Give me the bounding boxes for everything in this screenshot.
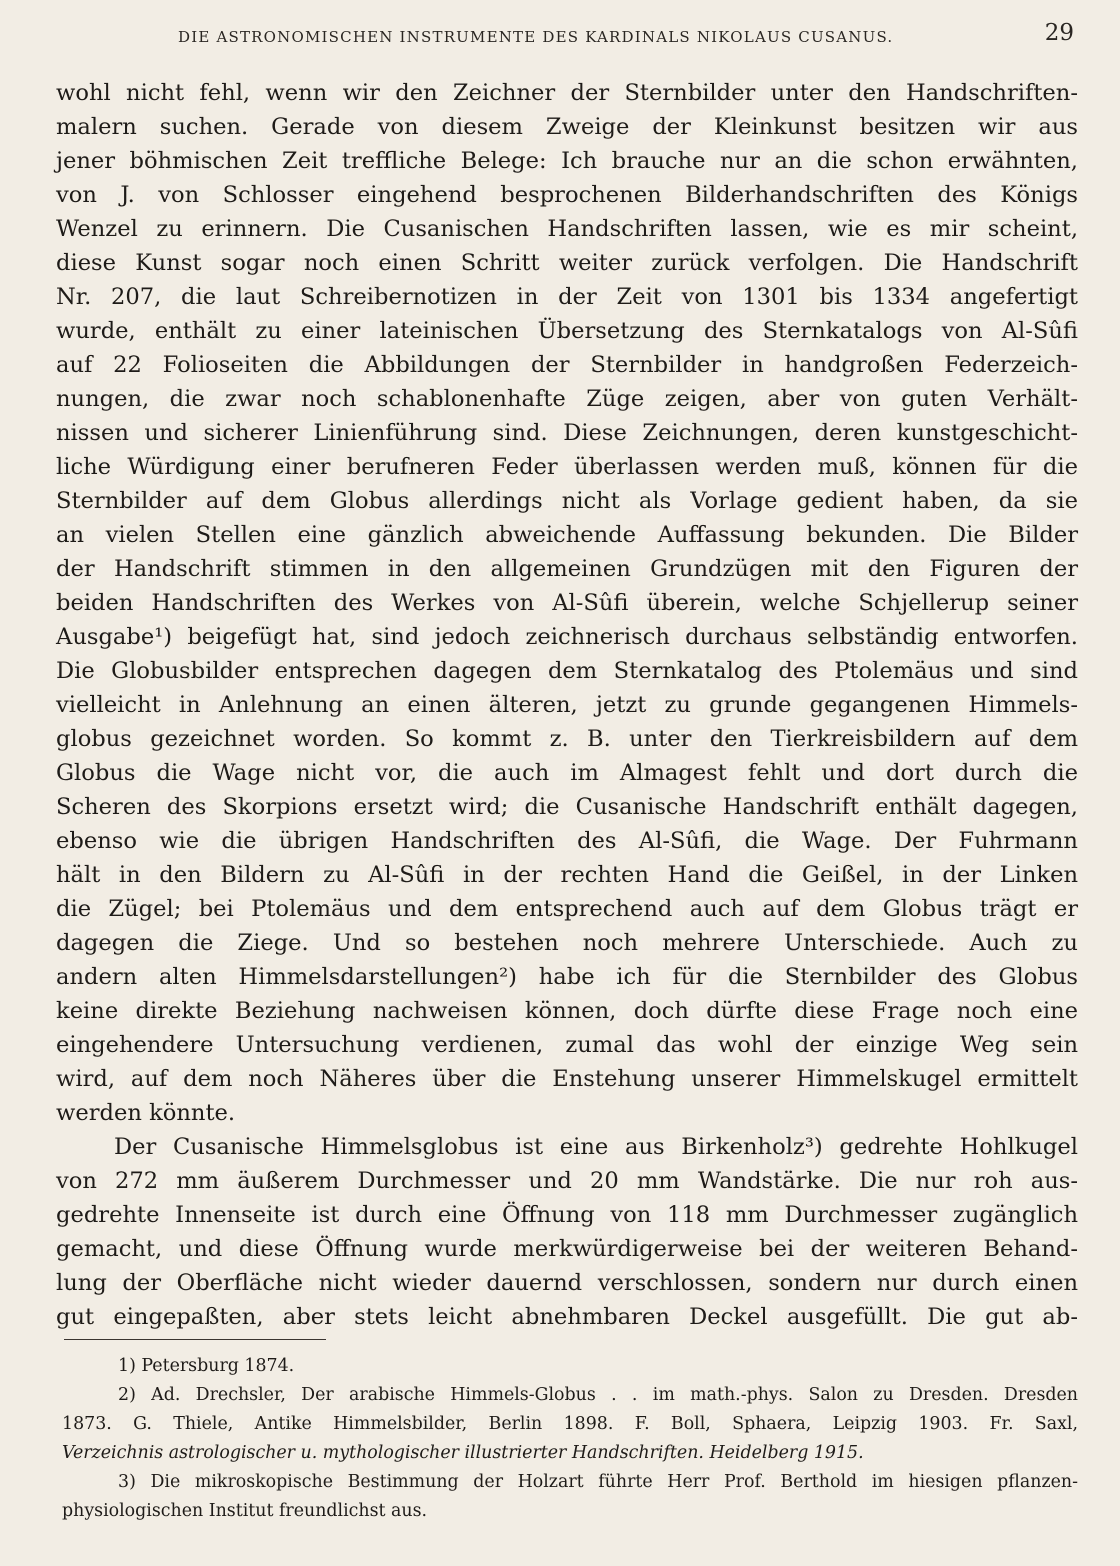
body-line: Ausgabe¹) beigefügt hat, sind jedoch zeichnerisch durchaus selbständig entworfen. <box>56 624 1078 650</box>
footnotes <box>62 1352 1078 1526</box>
body-line: Scheren des Skorpions ersetzt wird; die Cusanische Handschrift enthält dagegen, <box>56 794 1078 820</box>
body-line: gut eingepaßten, aber stets leicht abnehmbaren Deckel ausgefüllt. Die gut ab- <box>56 1304 1078 1330</box>
body-line: hält in den Bildern zu Al-Sûfi in der rechten Hand die Geißel, in der Linken <box>56 862 1078 888</box>
body-line: beiden Handschriften des Werkes von Al-Sûfi überein, welche Schjellerup seiner <box>56 590 1078 616</box>
body-line: Die Globusbilder entsprechen dagegen dem Sternkatalog des Ptolemäus und sind <box>56 658 1078 684</box>
body-line: Wenzel zu erinnern. Die Cusanischen Handschriften lassen, wie es mir scheint, <box>56 216 1078 242</box>
body-line: lung der Oberfläche nicht wieder dauernd verschlossen, sondern nur durch einen <box>56 1270 1078 1296</box>
body-line: wohl nicht fehl, wenn wir den Zeichner der Sternbilder unter den Handschriften- <box>56 80 1078 106</box>
body-line: gemacht, und diese Öffnung wurde merkwürdigerweise bei der weiteren Behand- <box>56 1236 1078 1262</box>
body-line: dagegen die Ziege. Und so bestehen noch mehrere Unterschiede. Auch zu <box>56 930 1078 956</box>
body-line: die Zügel; bei Ptolemäus und dem entsprechend auch auf dem Globus trägt er <box>56 896 1078 922</box>
body-line: Globus die Wage nicht vor, die auch im Almagest fehlt und dort durch die <box>56 760 1078 786</box>
body-line: wurde, enthält zu einer lateinischen Übersetzung des Sternkatalogs von Al-Sûfi <box>56 318 1078 344</box>
body-line: liche Würdigung einer berufneren Feder überlassen werden muß, können für die <box>56 454 1078 480</box>
footnote-1: 1) Petersburg 1874. <box>118 1356 295 1376</box>
paragraph-end-line: werden könnte. <box>56 1100 236 1126</box>
footnote-divider <box>64 1339 326 1340</box>
body-line: von 272 mm äußerem Durchmesser und 20 mm Wandstärke. Die nur roh aus- <box>56 1168 1078 1194</box>
footnote-2: 2) Ad. Drechsler, Der arabische Himmels-Globus . . im math.-phys. Salon zu Dresden. Dresden <box>118 1385 1078 1405</box>
body-line: diese Kunst sogar noch einen Schritt weiter zurück verfolgen. Die Handschrift <box>56 250 1078 276</box>
body-line: gedrehte Innenseite ist durch eine Öffnung von 118 mm Durchmesser zugänglich <box>56 1202 1078 1228</box>
body-line: jener böhmischen Zeit treffliche Belege: Ich brauche nur an die schon erwähnten, <box>56 148 1078 174</box>
body-line: andern alten Himmelsdarstellungen²) habe ich für die Sternbilder des Globus <box>56 964 1078 990</box>
page-number: 29 <box>1044 20 1074 46</box>
running-head: DIE ASTRONOMISCHEN INSTRUMENTE DES KARDINALS NIKOLAUS CUSANUS. <box>178 28 894 46</box>
footnote-3-continued: physiologischen Institut freundlichst aus. <box>62 1501 428 1521</box>
body-line: von J. von Schlosser eingehend besprochenen Bilderhandschriften des Königs <box>56 182 1078 208</box>
body-line: Nr. 207, die laut Schreibernotizen in der Zeit von 1301 bis 1334 angefertigt <box>56 284 1078 310</box>
body-line: nissen und sicherer Linienführung sind. Diese Zeichnungen, deren kunstgeschicht- <box>56 420 1078 446</box>
body-line: an vielen Stellen eine gänzlich abweichende Auffassung bekunden. Die Bilder <box>56 522 1078 548</box>
paragraph-start-line: Der Cusanische Himmelsglobus ist eine aus Birkenholz³) gedrehte Hohlkugel <box>114 1134 1078 1160</box>
footnote-3: 3) Die mikroskopische Bestimmung der Holzart führte Herr Prof. Berthold im hiesigen pflanzen- <box>118 1472 1078 1492</box>
footnote-2-continued: Verzeichnis astrologischer u. mythologischer illustrierter Handschriften. Heidelberg 1915. <box>62 1443 864 1463</box>
body-line: auf 22 Folioseiten die Abbildungen der Sternbilder in handgroßen Federzeich- <box>56 352 1078 378</box>
body-text <box>56 76 1078 1334</box>
body-line: eingehendere Untersuchung verdienen, zumal das wohl der einzige Weg sein <box>56 1032 1078 1058</box>
body-line: globus gezeichnet worden. So kommt z. B. unter den Tierkreisbildern auf dem <box>56 726 1078 752</box>
body-line: keine direkte Beziehung nachweisen können, doch dürfte diese Frage noch eine <box>56 998 1078 1024</box>
body-line: der Handschrift stimmen in den allgemeinen Grundzügen mit den Figuren der <box>56 556 1078 582</box>
body-line: vielleicht in Anlehnung an einen älteren, jetzt zu grunde gegangenen Himmels- <box>56 692 1078 718</box>
body-line: ebenso wie die übrigen Handschriften des Al-Sûfi, die Wage. Der Fuhrmann <box>56 828 1078 854</box>
body-line: nungen, die zwar noch schablonenhafte Züge zeigen, aber von guten Verhält- <box>56 386 1078 412</box>
body-line: malern suchen. Gerade von diesem Zweige der Kleinkunst besitzen wir aus <box>56 114 1078 140</box>
body-line: wird, auf dem noch Näheres über die Enstehung unserer Himmelskugel ermittelt <box>56 1066 1078 1092</box>
footnote-2-continued: 1873. G. Thiele, Antike Himmelsbilder, Berlin 1898. F. Boll, Sphaera, Leipzig 1903. Fr. Saxl, <box>62 1414 1078 1434</box>
body-line: Sternbilder auf dem Globus allerdings nicht als Vorlage gedient haben, da sie <box>56 488 1078 514</box>
